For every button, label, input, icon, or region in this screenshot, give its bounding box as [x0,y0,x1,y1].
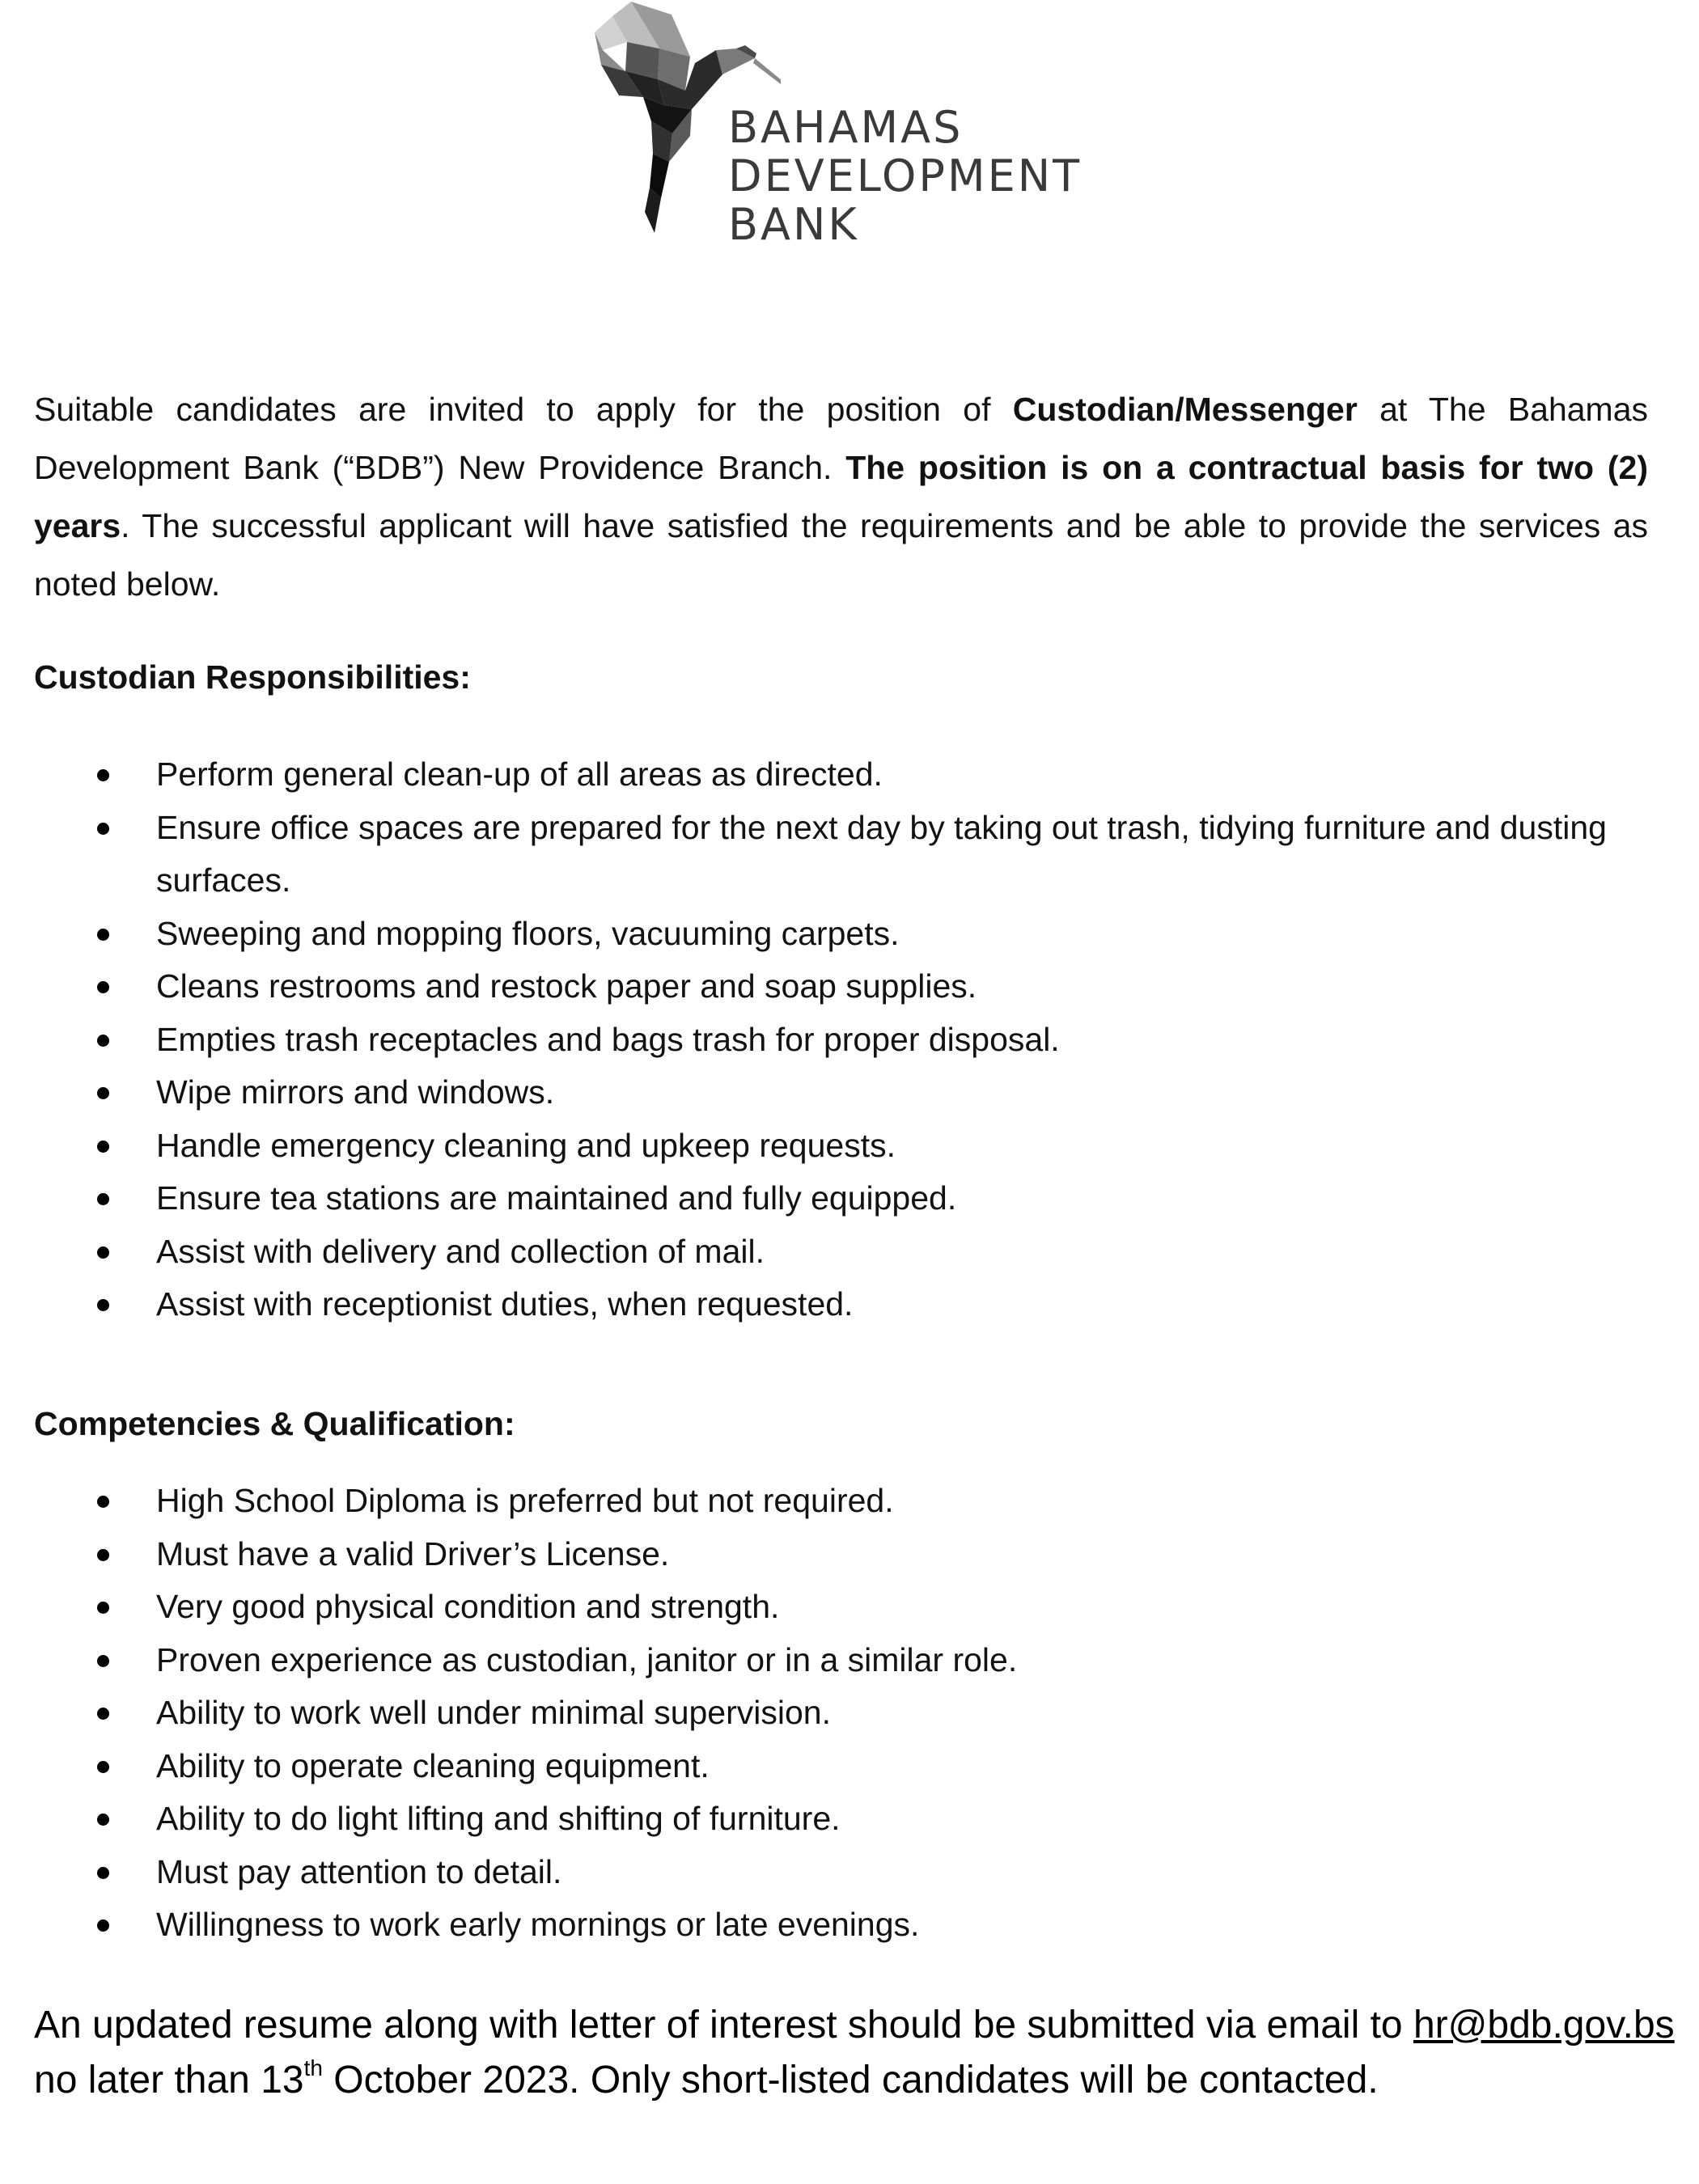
date-ordinal: th [303,2055,323,2080]
logo-wordmark [728,104,1082,249]
list-item: Perform general clean-up of all areas as directed. [0,748,1653,802]
list-item: Ability to operate cleaning equipment. [0,1740,1653,1793]
bullet-icon [97,1549,109,1561]
logo-line-2: DEVELOPMENT [728,150,1083,201]
list-item: High School Diploma is preferred but not required. [0,1475,1653,1528]
bullet-icon [97,1035,109,1047]
closing-text-1: An updated resume along with letter of interest should be submitted via email to [34,2004,1413,2046]
list-item: Assist with receptionist duties, when requested. [0,1278,1653,1331]
closing-paragraph [34,1998,1684,2108]
list-item: Cleans restrooms and restock paper and soap supplies. [0,960,1653,1014]
bullet-icon [97,1867,109,1879]
intro-text-3: . The successful applicant will have satisfied the requirements and be able to provide the services as noted below. [34,507,1648,603]
bdb-logo [595,0,1096,267]
responsibilities-list [0,748,1659,1331]
bullet-icon [97,1193,109,1205]
responsibilities-heading: Custodian Responsibilities: [34,658,471,696]
bullet-icon [97,1602,109,1614]
bullet-icon [97,929,109,941]
list-item: Ability to do light lifting and shifting of furniture. [0,1792,1653,1846]
bullet-icon [97,1655,109,1667]
bullet-icon [97,1919,109,1932]
list-item: Willingness to work early mornings or late evenings. [0,1898,1653,1952]
list-item: Empties trash receptacles and bags trash for proper disposal. [0,1014,1653,1067]
closing-text-3: October 2023. Only short-listed candidates will be contacted. [322,2059,1379,2101]
bullet-icon [97,1141,109,1153]
bullet-icon [97,769,109,781]
intro-text-1: Suitable candidates are invited to apply for the position of [34,391,1013,428]
contract-terms: The position is on a contractual basis for two (2) years [34,449,1648,544]
list-item: Sweeping and mopping floors, vacuuming carpets. [0,908,1653,961]
logo-line-3: BANK [728,199,859,250]
bullet-icon [97,981,109,993]
bullet-icon [97,1496,109,1508]
closing-text-2: no later than 13 [34,2059,304,2101]
bullet-icon [97,1299,109,1311]
list-item: Must pay attention to detail. [0,1846,1653,1899]
list-item: Ensure office spaces are prepared for the next day by taking out trash, tidying furniture and dusting surfaces. [0,802,1653,908]
list-item: Very good physical condition and strength. [0,1581,1653,1634]
list-item: Proven experience as custodian, janitor or in a similar role. [0,1634,1653,1687]
email-link[interactable]: hr@bdb.gov.bs [1413,2004,1675,2046]
list-item: Assist with delivery and collection of mail. [0,1225,1653,1279]
list-item: Ability to work well under minimal supervision. [0,1687,1653,1740]
intro-paragraph [34,380,1648,613]
list-item: Ensure tea stations are maintained and fully equipped. [0,1172,1653,1225]
intro-text-2: at The Bahamas Development Bank (“BDB”) New Providence Branch. [34,391,1649,486]
list-item: Wipe mirrors and windows. [0,1066,1653,1120]
logo-line-1: BAHAMAS [728,102,964,153]
bullet-icon [97,1708,109,1720]
competencies-list [0,1475,1659,1952]
competencies-heading: Competencies & Qualification: [34,1405,515,1442]
bullet-icon [97,1761,109,1773]
list-item: Must have a valid Driver’s License. [0,1528,1653,1581]
list-item: Handle emergency cleaning and upkeep requests. [0,1120,1653,1173]
bullet-icon [97,823,109,835]
bullet-icon [97,1814,109,1826]
bullet-icon [97,1246,109,1259]
bullet-icon [97,1087,109,1099]
position-title: Custodian/Messenger [1012,391,1358,428]
